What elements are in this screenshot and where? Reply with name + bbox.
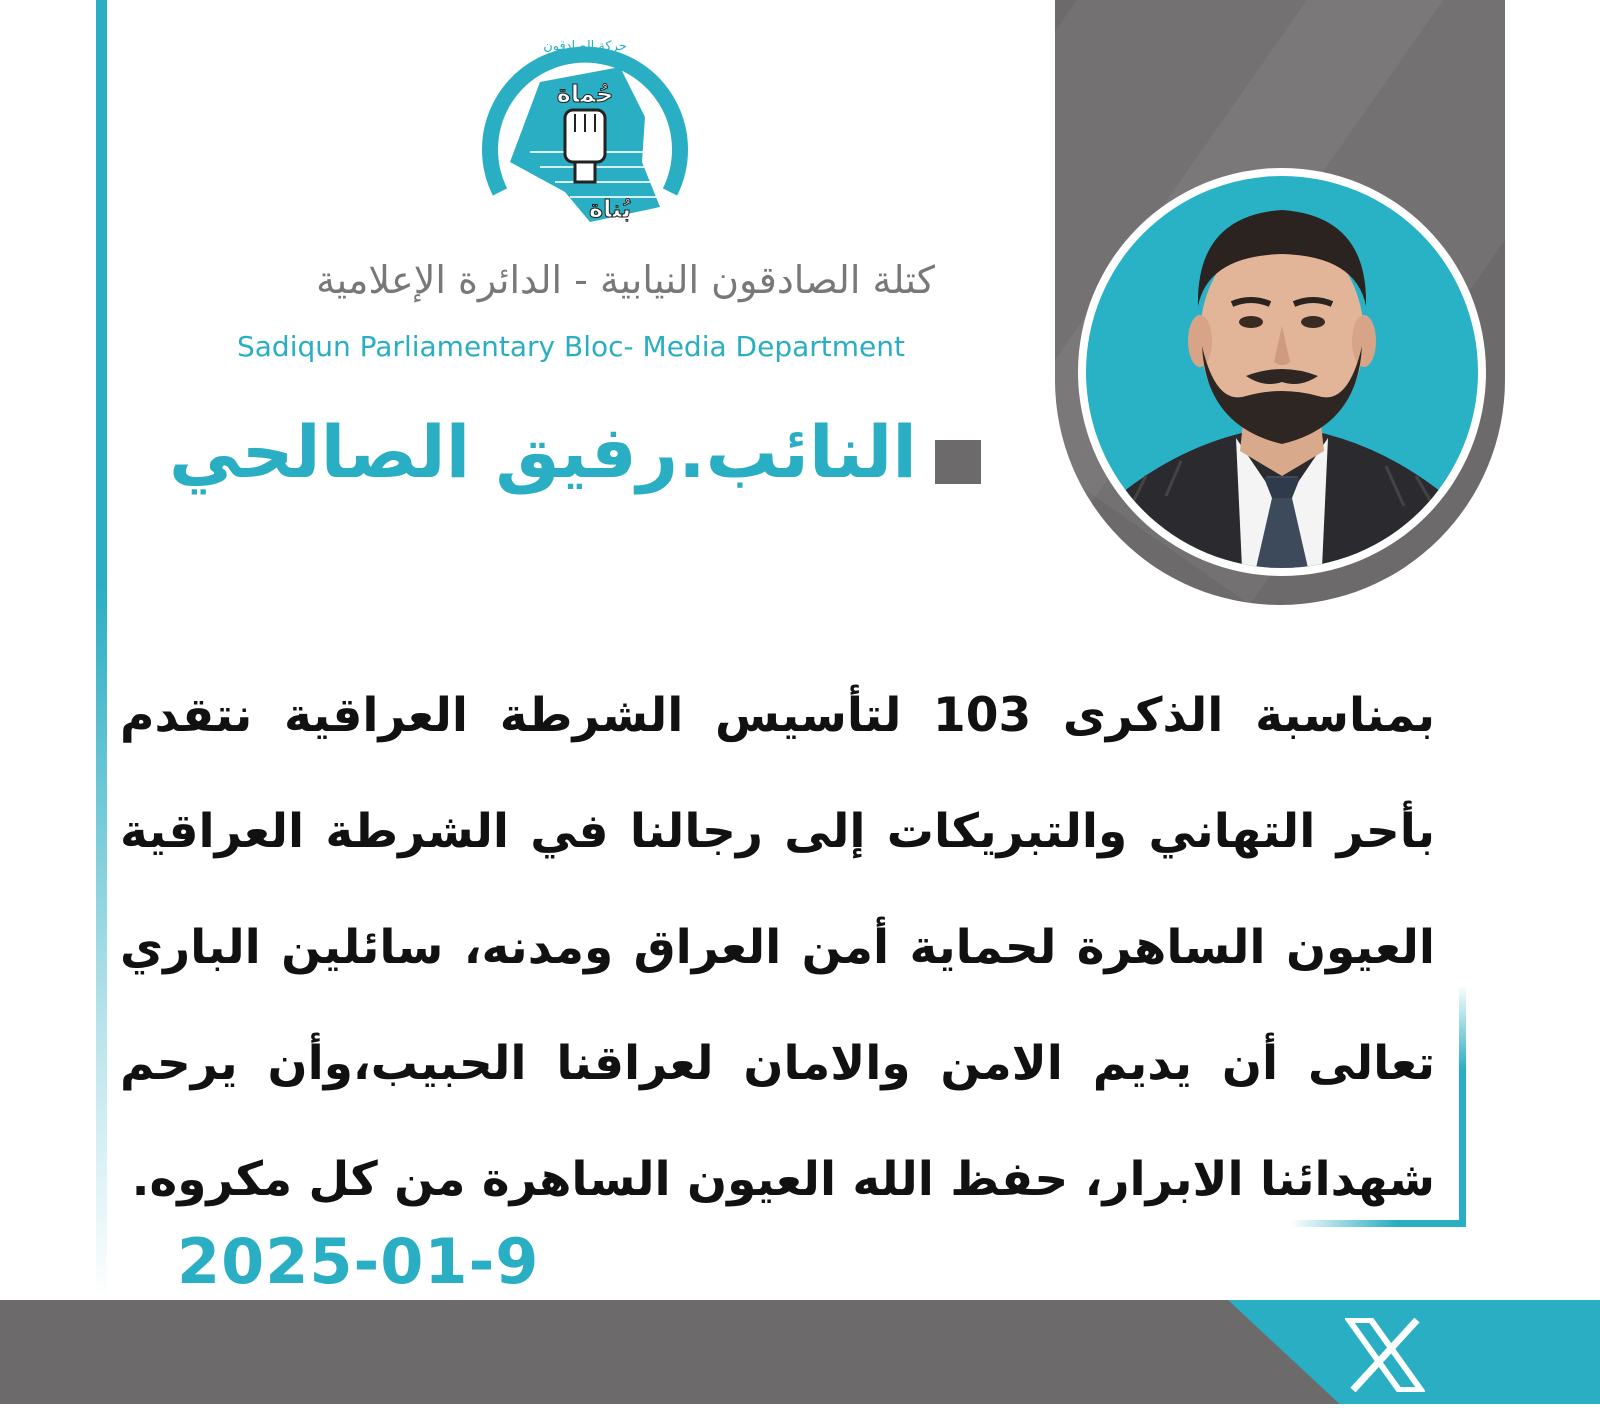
logo-word-top: حُماة (556, 80, 614, 108)
bloc-logo (470, 22, 700, 242)
organization-name-arabic: كتلة الصادقون النيابية - الدائرة الإعلامية (316, 258, 935, 302)
logo-ring-text: حركة الصادقون (543, 39, 627, 54)
organization-name-english: Sadiqun Parliamentary Bloc- Media Department (237, 330, 905, 363)
member-portrait (1086, 176, 1478, 568)
text-frame-right (1459, 985, 1466, 1227)
member-name: النائب.رفيق الصالحي (168, 410, 917, 494)
logo-ring-side-text: الله اكبر (482, 95, 508, 136)
statement-date: 2025-01-9 (177, 1225, 540, 1298)
member-portrait-illustration (1086, 176, 1478, 568)
left-accent-bar (96, 0, 107, 1300)
title-square-marker (935, 440, 981, 484)
logo-word-bottom: بُناة (589, 195, 631, 223)
x-logo-icon[interactable] (1345, 1318, 1425, 1392)
statement-text: بمناسبة الذكرى 103 لتأسيس الشرطة العراقية نتقدم بأحر التهاني والتبريكات إلى رجالنا في الشرطة العراقية العيون الساهرة لحماية أمن العراق ومدنه، سائلين الباري تعالى أن يديم الامن والامان لعراقنا الحبيب،وأن يرحم شهدائنا الابرار، حفظ الله العيون الساهرة من كل مكروه. (120, 688, 1435, 1207)
text-frame-bottom (1290, 1220, 1466, 1227)
